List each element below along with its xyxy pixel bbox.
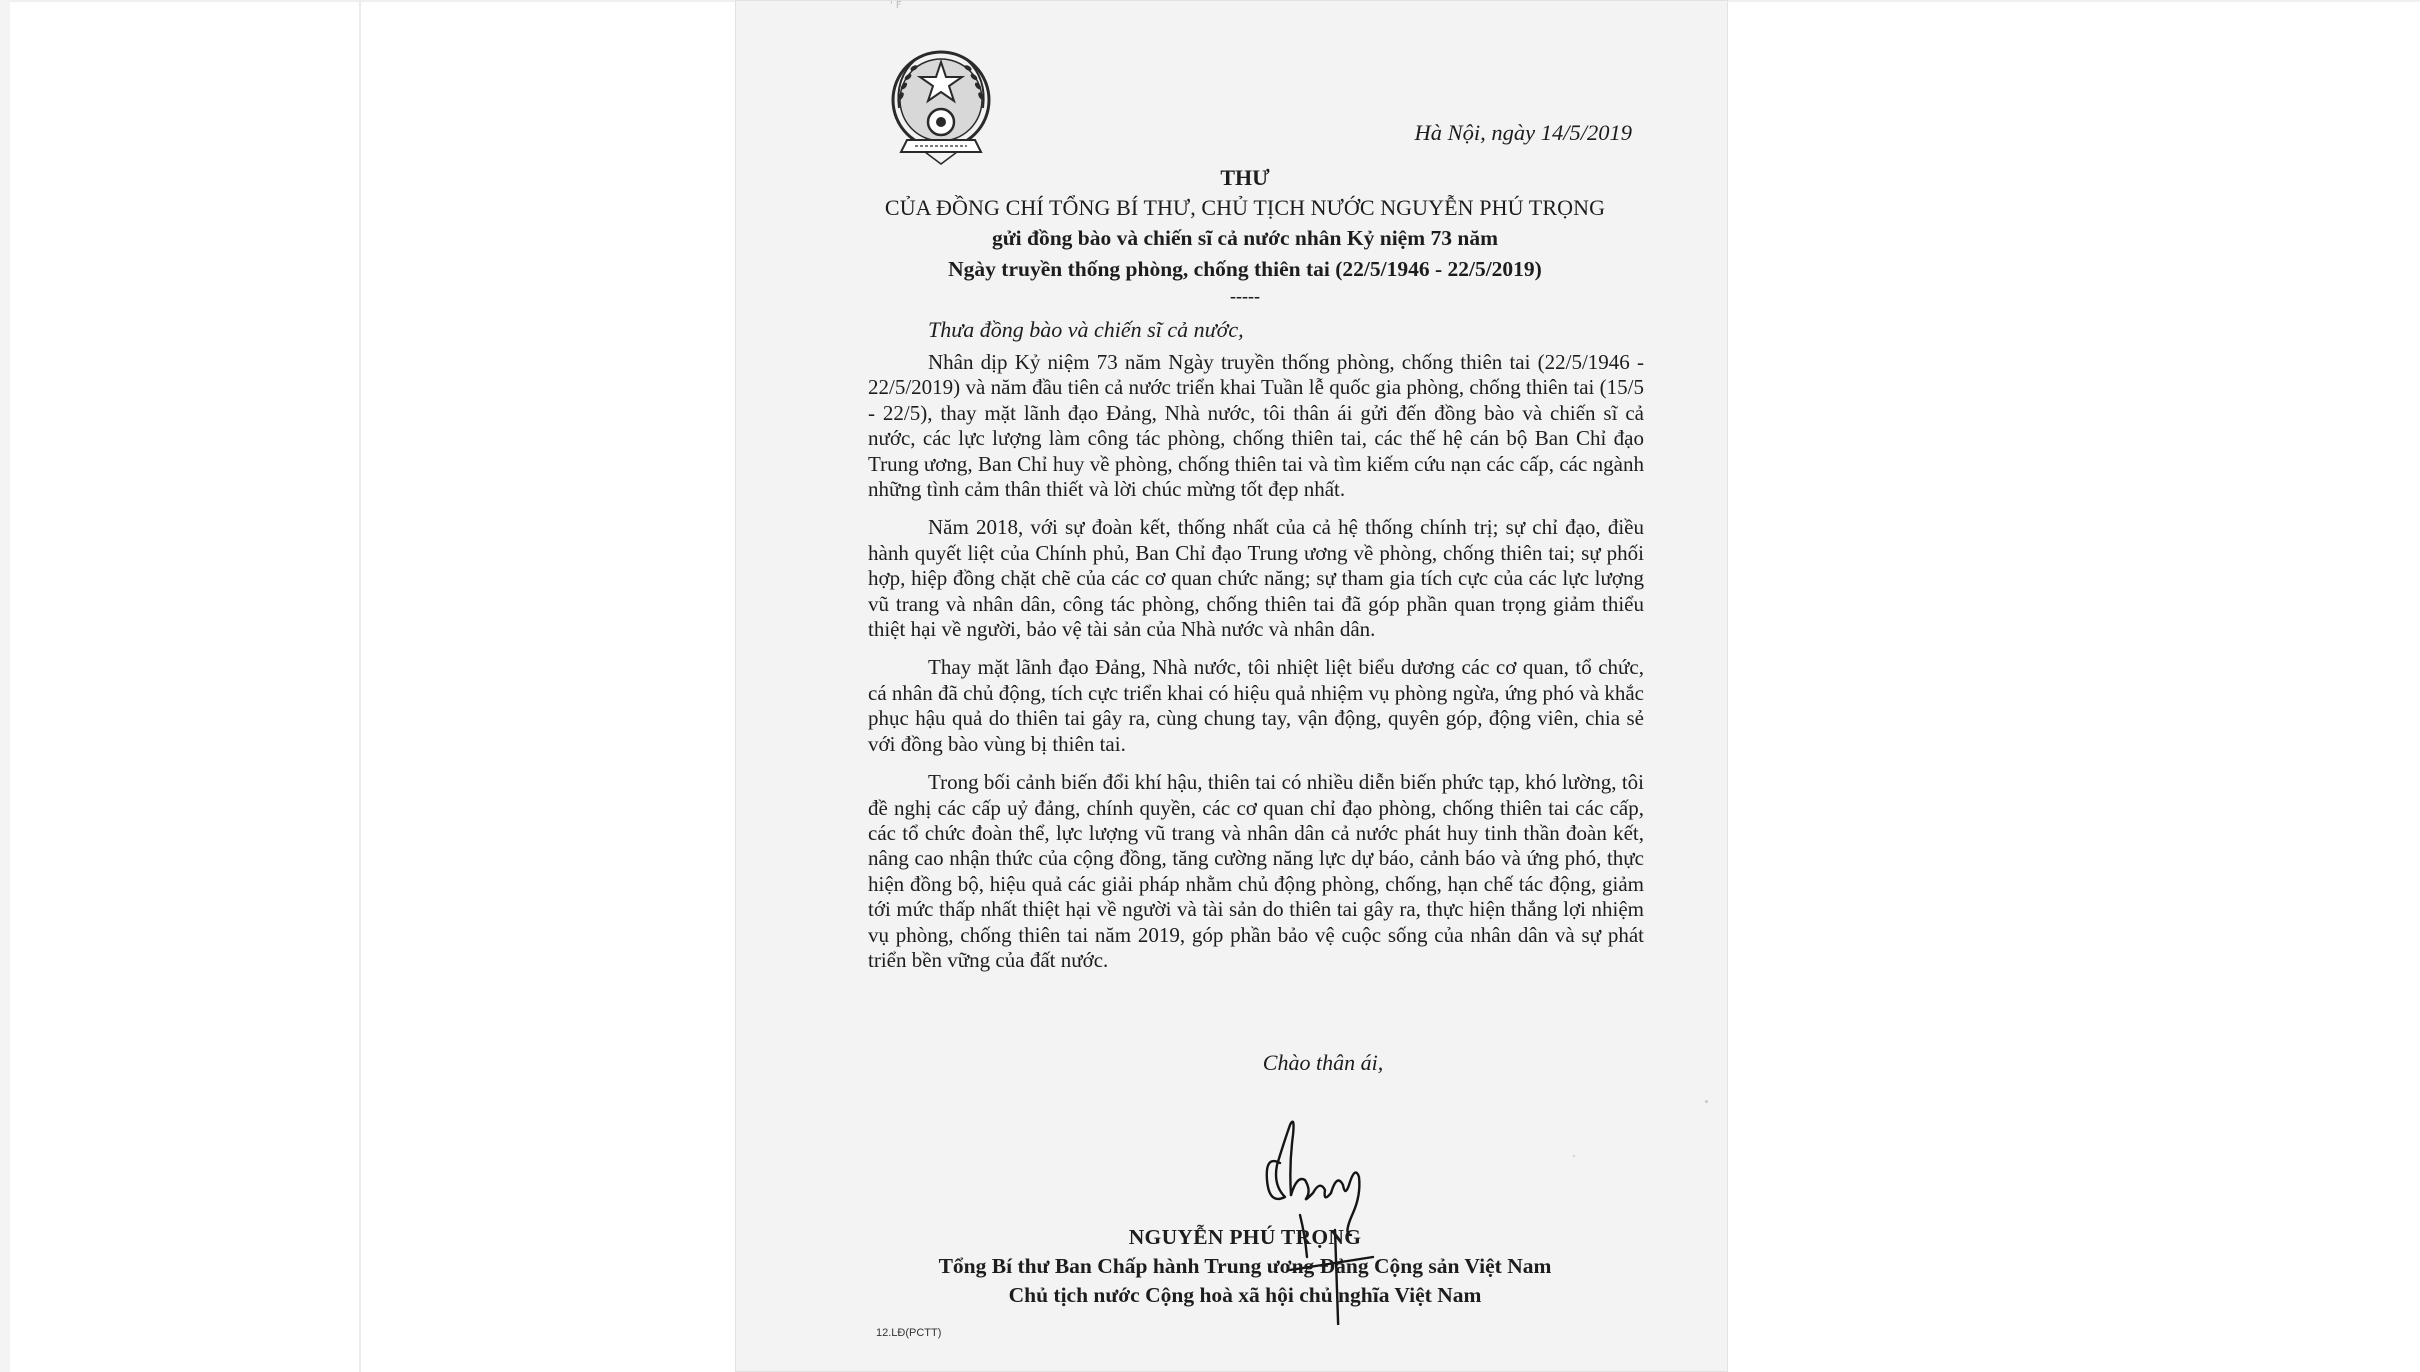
body-paragraph: Nhân dịp Kỷ niệm 73 năm Ngày truyền thống phòng, chống thiên tai (22/5/1946 - 22/5/2019) và năm đầu tiên cả nước triển khai Tuần lễ quốc gia phòng, chống thiên tai (15/5 - 22/5), thay mặt lãnh đạo Đảng, Nhà nước, tôi thân ái gửi đến đồng bào và chiến sĩ cả nước, các lực lượng làm công tác phòng, chống thiên tai, các thế hệ cán bộ Ban Chỉ đạo Trung ương, Ban Chỉ huy về phòng, chống thiên tai và tìm kiếm cứu nạn các cấp, các ngành những tình cảm thân thiết và lời chúc mừng tốt đẹp nhất. xyxy=(868,350,1644,502)
title-block xyxy=(855,163,1635,307)
salutation: Thưa đồng bào và chiến sĩ cả nước, xyxy=(928,317,1244,342)
document-page xyxy=(735,0,1728,1372)
scan-dot xyxy=(1705,1100,1708,1103)
scan-dot xyxy=(1573,1155,1575,1157)
left-edge-strip xyxy=(0,0,10,1372)
title-separator: ----- xyxy=(1230,286,1260,306)
letter-subtitle-line3: Ngày truyền thống phòng, chống thiên tai (22/5/1946 - 22/5/2019) xyxy=(948,257,1542,281)
signer-block xyxy=(885,1222,1605,1310)
body-paragraph: Trong bối cảnh biến đổi khí hậu, thiên tai có nhiều diễn biến phức tạp, khó lường, tôi đề nghị các cấp uỷ đảng, chính quyền, các cơ quan chỉ đạo phòng, chống thiên tai các cấp, các tổ chức đoàn thể, lực lượng vũ trang và nhân dân cả nước phát huy tinh thần đoàn kết, nâng cao nhận thức của cộng đồng, tăng cường năng lực dự báo, cảnh báo và ứng phó, thực hiện đồng bộ, hiệu quả các giải pháp nhằm chủ động phòng, chống, hạn chế tác động, giảm tới mức thấp nhất thiệt hại về người và tài sản do thiên tai gây ra, thực hiện thắng lợi nhiệm vụ phòng, chống thiên tai năm 2019, góp phần bảo vệ cuộc sống của nhân dân và sự phát triển bền vững của đất nước. xyxy=(868,770,1644,972)
scan-mark: ' F xyxy=(890,0,902,11)
letter-subtitle-line2: gửi đồng bào và chiến sĩ cả nước nhân Kỷ niệm 73 năm xyxy=(991,226,1498,250)
body-paragraph: Năm 2018, với sự đoàn kết, thống nhất của cả hệ thống chính trị; sự chỉ đạo, điều hành quyết liệt của Chính phủ, Ban Chỉ đạo Trung ương về phòng, chống thiên tai; sự phối hợp, hiệp đồng chặt chẽ của các cơ quan chức năng; sự tham gia tích cực của các lực lượng vũ trang và nhân dân, công tác phòng, chống thiên tai đã góp phần quan trọng giảm thiểu thiệt hại về người, bảo vệ tài sản của Nhà nước và nhân dân. xyxy=(868,515,1644,642)
letter-body xyxy=(868,350,1644,986)
document-code: 12.LĐ(PCTT) xyxy=(876,1327,942,1339)
signer-title-1: Tổng Bí thư Ban Chấp hành Trung ương Đảng Cộng sản Việt Nam xyxy=(938,1254,1552,1278)
signer-title-2: Chủ tịch nước Cộng hoà xã hội chủ nghĩa Việt Nam xyxy=(1008,1283,1482,1307)
closing-line: Chào thân ái, xyxy=(1262,1050,1384,1075)
letter-subtitle: CỦA ĐỒNG CHÍ TỔNG BÍ THƯ, CHỦ TỊCH NƯỚC NGUYỄN PHÚ TRỌNG xyxy=(884,195,1606,220)
body-paragraph: Thay mặt lãnh đạo Đảng, Nhà nước, tôi nhiệt liệt biểu dương các cơ quan, tổ chức, cá nhân đã chủ động, tích cực triển khai có hiệu quả nhiệm vụ phòng ngừa, ứng phó và khắc phục hậu quả do thiên tai gây ra, cùng chung tay, vận động, quyên góp, động viên, chia sẻ với đồng bào vùng bị thiên tai. xyxy=(868,655,1644,756)
margin-guide-line xyxy=(359,0,361,1372)
letter-title: THƯ xyxy=(1220,165,1270,190)
national-emblem-icon xyxy=(885,48,997,168)
signer-name: NGUYỄN PHÚ TRỌNG xyxy=(1128,1225,1362,1249)
date-line: Hà Nội, ngày 14/5/2019 xyxy=(1414,120,1632,145)
